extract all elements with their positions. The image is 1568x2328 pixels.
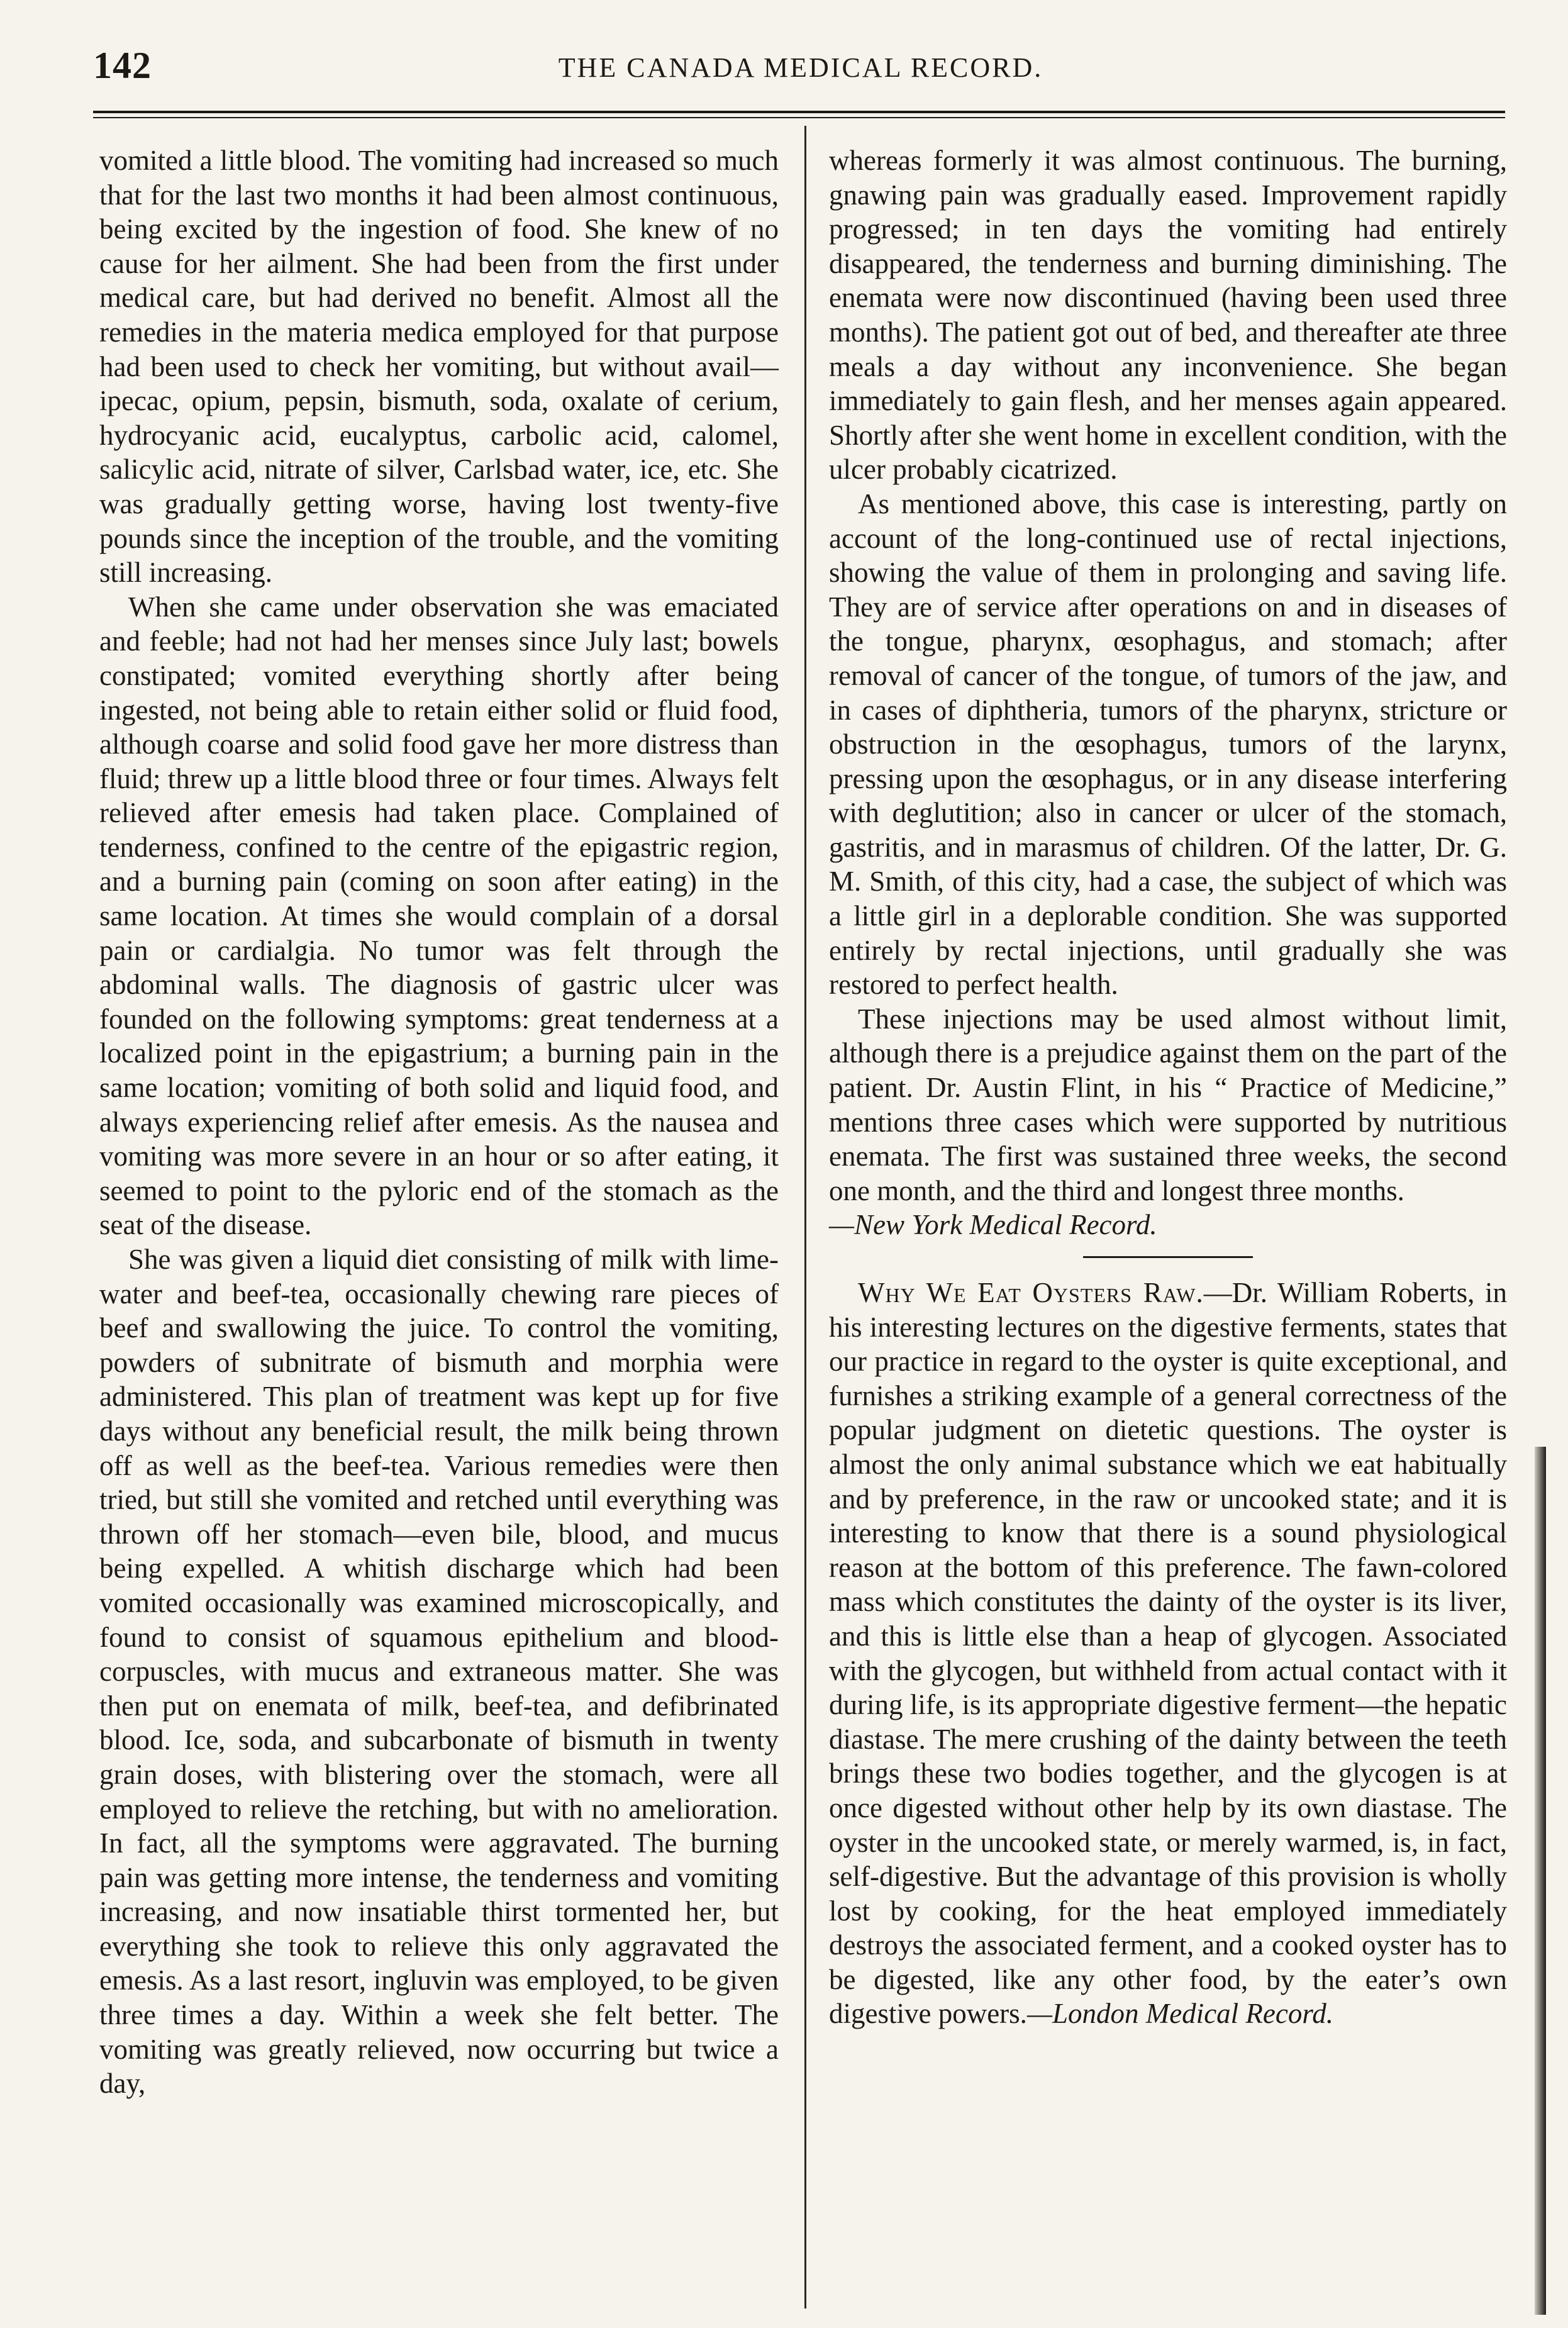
article-separator [1083, 1256, 1253, 1258]
page-number: 142 [93, 45, 152, 86]
article-heading: Why We Eat Oysters Raw. [858, 1277, 1204, 1308]
column-divider [804, 126, 806, 2309]
running-title: THE CANADA MEDICAL RECORD. [558, 52, 1043, 83]
oysters-article [829, 1276, 1507, 2031]
page-header [93, 44, 1508, 94]
header-rule [93, 111, 1505, 113]
page-binding-shadow [1535, 1447, 1546, 2315]
right-paragraph-3 [829, 1002, 1507, 1242]
right-paragraph-2: As mentioned above, this case is interesting, partly on account of the long-continued use of rectal injections, showing the value of them in prolonging and saving life. They are of service after operations on and in diseases of the tongue, pharynx, œsophagus, and stomach; after removal of cancer of the tongue, of tumors of the jaw, and in cases of diphtheria, tumors of the pharynx, stricture or obstruction in the œsophagus, tumors of the larynx, pressing upon the œsophagus, or in any disease interfering with deglutition; also in cancer or ulcer of the stomach, gastritis, and in marasmus of children. Of the latter, Dr. G. M. Smith, of this city, had a case, the subject of which was a little girl in a deplorable condition. She was supported entirely by rectal injections, until gradually she was restored to perfect health. [829, 487, 1507, 1001]
right-paragraph-1: whereas formerly it was almost continuous. The burning, gnawing pain was gradually eased. Improvement rapidly progressed; in ten days the vomiting had entirely disappeared, the tenderness and burning diminishing. The enemata were now discontinued (having been used three months). The patient got out of bed, and thereafter ate three meals a day without any inconvenience. She began immediately to gain flesh, and her menses again appeared. Shortly after she went home in excellent condition, with the ulcer probably cicatrized. [829, 145, 1507, 486]
injections-text: These injections may be used almost without limit, although there is a prejudice against them on the part of the patient. Dr. Austin Flint, in his “ Practice of Medicine,” mentions three cases which were supported by nutritious enemata. The first was sustained three weeks, the second one month, and the third and longest three months. [829, 1003, 1507, 1206]
left-paragraph-1: vomited a little blood. The vomiting had increased so much that for the last two months it had been almost continuous, being excited by the ingestion of food. She knew of no cause for her ailment. She had been from the first under medical care, but had derived no benefit. Almost all the remedies in the materia medica employed for that purpose had been used to check her vomiting, but without avail—ipecac, opium, pepsin, bismuth, soda, oxalate of cerium, hydrocyanic acid, eucalyptus, carbolic acid, calomel, salicylic acid, nitrate of silver, Carlsbad water, ice, etc. She was gradually getting worse, having lost twenty-five pounds since the inception of the trouble, and the vomiting still increasing. [99, 145, 779, 589]
right-column [829, 143, 1507, 2031]
left-paragraph-3: She was given a liquid diet consisting of milk with lime-water and beef-tea, occasionally chewing rare pieces of beef and swallowing the juice. To control the vomiting, powders of subnitrate of bismuth and morphia were administered. This plan of treatment was kept up for five days without any beneficial result, the milk being thrown off as well as the beef-tea. Various remedies were then tried, but still she vomited and retched until everything was thrown off her stomach—even bile, blood, and mucus being expelled. A whitish discharge which had been vomited occasionally was examined microscopically, and found to consist of squamous epithelium and blood-corpuscles, with mucus and extraneous matter. She was then put on enemata of milk, beef-tea, and defibrinated blood. Ice, soda, and subcarbonate of bismuth in twenty grain doses, with blistering over the stomach, were all employed to relieve the retching, but with no amelioration. In fact, all the symptoms were aggravated. The burning pain was getting more intense, the tenderness and vomiting increasing, and now insatiable thirst tormented her, but everything she took to relieve this only aggravated the emesis. As a last resort, ingluvin was employed, to be given three times a day. Within a week she felt better. The vomiting was greatly relieved, now occurring but twice a day, [99, 1244, 779, 2100]
oysters-citation: —London Medical Record. [1026, 1998, 1333, 2030]
oysters-text: —Dr. William Roberts, in his interesting lectures on the digestive ferments, states that our practice in regard to the oyster is quite exceptional, and furnishes a striking example of a general correctness of the popular judgment on dietetic questions. The oyster is almost the only animal substance which we eat habitually and by preference, in the raw or uncooked state; and it is interesting to know that there is a sound physiological reason at the bottom of this preference. The fawn-colored mass which constitutes the dainty of the oyster is its liver, and this is little else than a heap of glycogen. Associated with the glycogen, but withheld from actual contact with it during life, is its appropriate digestive ferment—the hepatic diastase. The mere crushing of the dainty between the teeth brings these two bodies together, and the glycogen is at once digested without other help by its own diastase. The oyster in the uncooked state, or merely warmed, is, in fact, self-digestive. But the advantage of this provision is wholly lost by cooking, for the heat employed immediately destroys the associated ferment, and a cooked oyster has to be digested, like any other food, by the eater’s own digestive powers. [829, 1277, 1507, 2030]
header-rule-thin [93, 117, 1505, 118]
left-column [99, 143, 779, 2101]
left-paragraph-2: When she came under observation she was emaciated and feeble; had not had her menses since July last; bowels constipated; vomited everything shortly after being ingested, not being able to retain either solid or fluid food, although coarse and solid food gave her more distress than fluid; threw up a little blood three or four times. Always felt relieved after emesis had taken place. Complained of tenderness, confined to the centre of the epigastric region, and a burning pain (coming on soon after eating) in the same location. At times she would complain of a dorsal pain or cardialgia. No tumor was felt through the abdominal walls. The diagnosis of gastric ulcer was founded on the following symptoms: great tenderness at a localized point in the epigastrium; a burning pain in the same location; vomiting of both solid and liquid food, and always experiencing relief after emesis. As the nausea and vomiting was more severe in an hour or so after eating, it seemed to point to the pyloric end of the stomach as the seat of the disease. [99, 591, 779, 1241]
source-citation: —New York Medical Record. [829, 1209, 1157, 1241]
